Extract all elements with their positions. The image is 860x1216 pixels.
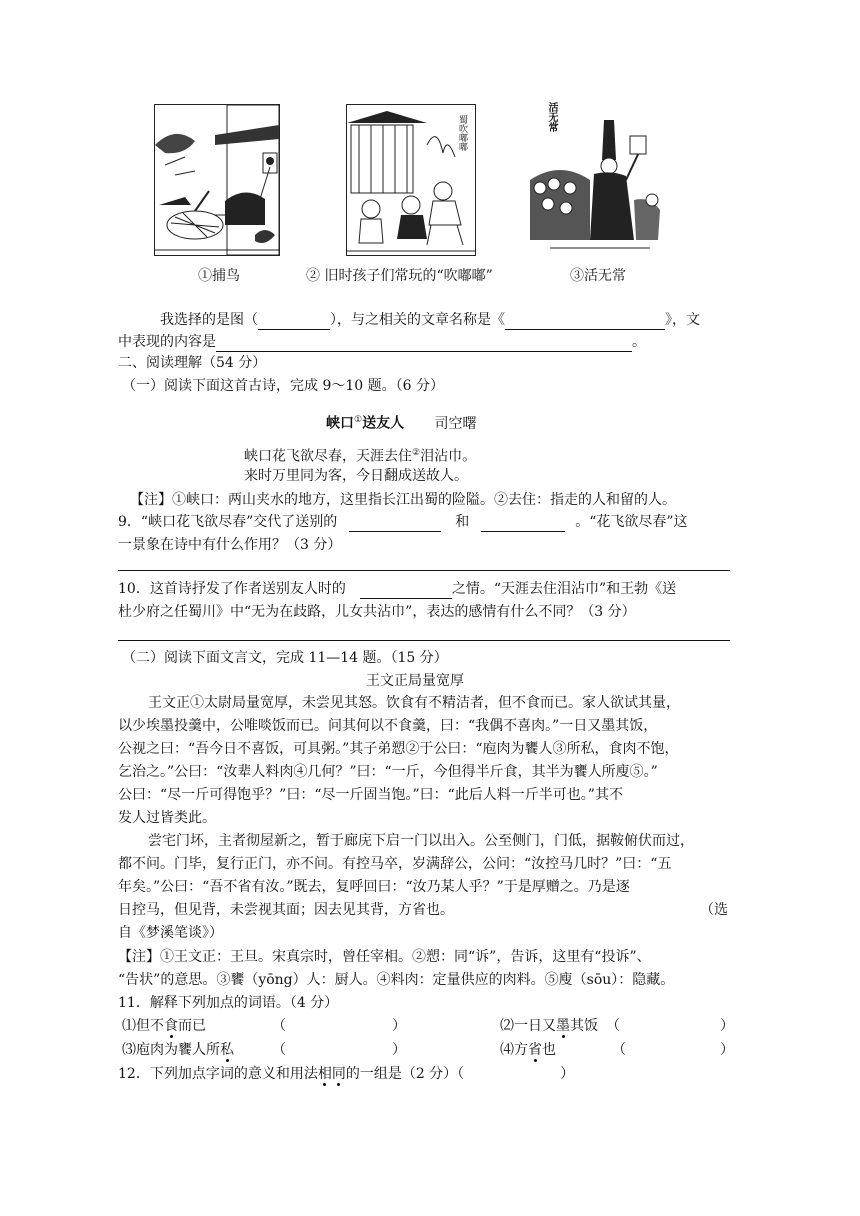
seal-text-blowing-toy: 蜀吹嘟嘟	[457, 115, 467, 151]
source-tail: （选	[700, 902, 728, 918]
q11-answer-2[interactable]: （ ）	[606, 1018, 734, 1034]
caption-1: ①捕鸟	[198, 268, 240, 284]
poem-title: 峡口①送友人 司空曙	[326, 415, 477, 432]
image-catching-birds	[154, 104, 280, 256]
q11-item-4: ⑷方省也	[500, 1042, 556, 1058]
text-line-11: 自《梦溪笔谈》）	[118, 925, 223, 941]
choose-line-2: 中表现的内容是 。	[118, 334, 646, 350]
text-line-7: 尝宅门坏，主者彻屋新之，暂于廊庑下启一门以出入。公至侧门，门低，据鞍俯伏而过，	[148, 833, 694, 849]
q11-answer-1[interactable]: （ ）	[272, 1018, 406, 1034]
choose-line-1: 我选择的是图（ ），与之相关的文章名称是《 》，文	[160, 312, 700, 328]
text-line-6: 发人过皆类此。	[118, 810, 216, 826]
section-heading: 二、阅读理解（54 分）	[118, 355, 267, 371]
text-line-5: 公曰：“尽一斤可得饱乎？”曰：“尽一斤固当饱。”曰：“此后人料一斤半可也。”其不	[118, 787, 623, 803]
seal-text-impermanence: 活无常	[546, 102, 557, 132]
text-line-4: 乞治之。”公曰：“汝辈人料肉④几何？”曰：“一斤，今但得半斤食，其半为饔人所廋⑤。”	[118, 764, 658, 780]
text-line-8: 都不问。门毕，复行正门，亦不问。有控马卒，岁满辞公，公问：“汝控马几时？”曰：“五	[118, 856, 672, 872]
question-11: 11．解释下列加点的词语。（4 分）	[118, 995, 339, 1011]
q9-blank-1[interactable]	[349, 531, 441, 532]
poem-note: 【注】①峡口：两山夹水的地方，这里指长江出蜀的险隘。②去住：指走的人和留的人。	[130, 492, 676, 508]
text-line-3: 公视之曰：“吾今日不喜饭，可具粥。”其子弟愬②于公曰：“庖肉为饔人③所私，食肉不饱，	[118, 741, 679, 757]
catching-birds-illustration	[155, 105, 279, 255]
text-line-2: 以少埃墨投羹中，公唯啖饭而已。问其何以不食羹，曰：“我偶不喜肉。”一日又墨其饭，	[118, 718, 658, 734]
question-12: 12．下列加点字词的意义和用法相同的一组是（2 分）（ ）	[118, 1066, 575, 1082]
caption-2: ② 旧时孩子们常玩的“吹嘟嘟”	[306, 268, 493, 284]
question-9: 9．“峡口花飞欲尽春”交代了送别的 和 。“花飞欲尽春”这	[118, 514, 688, 530]
article-name-blank[interactable]	[505, 329, 665, 330]
q11-item-1: ⑴但不食而已	[122, 1018, 206, 1034]
q11-answer-3[interactable]: （ ）	[272, 1042, 406, 1058]
caption-3: ③活无常	[570, 268, 626, 284]
image-blowing-toy	[346, 104, 476, 256]
question-10: 10．这首诗抒发了作者送别友人时的 之情。“天涯去住泪沾巾”和王勃《送	[118, 581, 677, 597]
poem-line-2: 来时万里同为客，今日翻成送故人。	[244, 468, 468, 484]
part1-intro: （一）阅读下面这首古诗，完成 9～10 题。（6 分）	[122, 378, 444, 394]
q10-blank[interactable]	[360, 598, 452, 599]
question-10-cont: 杜少府之任蜀川》中“无为在歧路，儿女共沾巾”，表达的感情有什么不同？（3 分）	[118, 604, 636, 620]
part2-title: 王文正局量宽厚	[366, 673, 464, 689]
q9-answer-line[interactable]	[118, 570, 730, 571]
question-9-cont: 一景象在诗中有什么作用？（3 分）	[118, 537, 342, 553]
part2-intro: （二）阅读下面文言文，完成 11—14 题。（15 分）	[122, 650, 448, 666]
q10-answer-line[interactable]	[118, 640, 730, 641]
q9-blank-2[interactable]	[481, 531, 565, 532]
content-blank[interactable]	[216, 351, 632, 352]
text-line-10: 日控马，但见背，未尝视其面；因去见其背，方省也。	[118, 902, 454, 918]
text-line-9: 年矣。”公曰：“吾不省有汝。”既去，复呼回曰：“汝乃某人乎？”于是厚赠之。乃是逐	[118, 879, 630, 895]
q11-item-2: ⑵一日又墨其饭	[500, 1018, 598, 1034]
poem-line-1: 峡口花飞欲尽春，天涯去住②泪沾巾。	[244, 448, 477, 465]
image-living-impermanence	[530, 100, 666, 254]
q11-answer-4[interactable]: （ ）	[612, 1042, 734, 1058]
picture-number-blank[interactable]	[258, 329, 330, 330]
q11-item-3: ⑶庖肉为饔人所私	[122, 1042, 234, 1058]
text-line-1: 王文正①太尉局量宽厚，未尝见其怒。饮食有不精洁者，但不食而已。家人欲试其量，	[148, 695, 680, 711]
passage-note-2: “告状”的意思。③饔（yōng）人：厨人。④料肉：定量供应的肉料。⑤廋（sōu）：隐藏。	[118, 972, 675, 988]
passage-note-1: 【注】①王文正：王旦。宋真宗时，曾任宰相。②愬：同“诉”，告诉，这里有“投诉”、	[118, 949, 651, 965]
